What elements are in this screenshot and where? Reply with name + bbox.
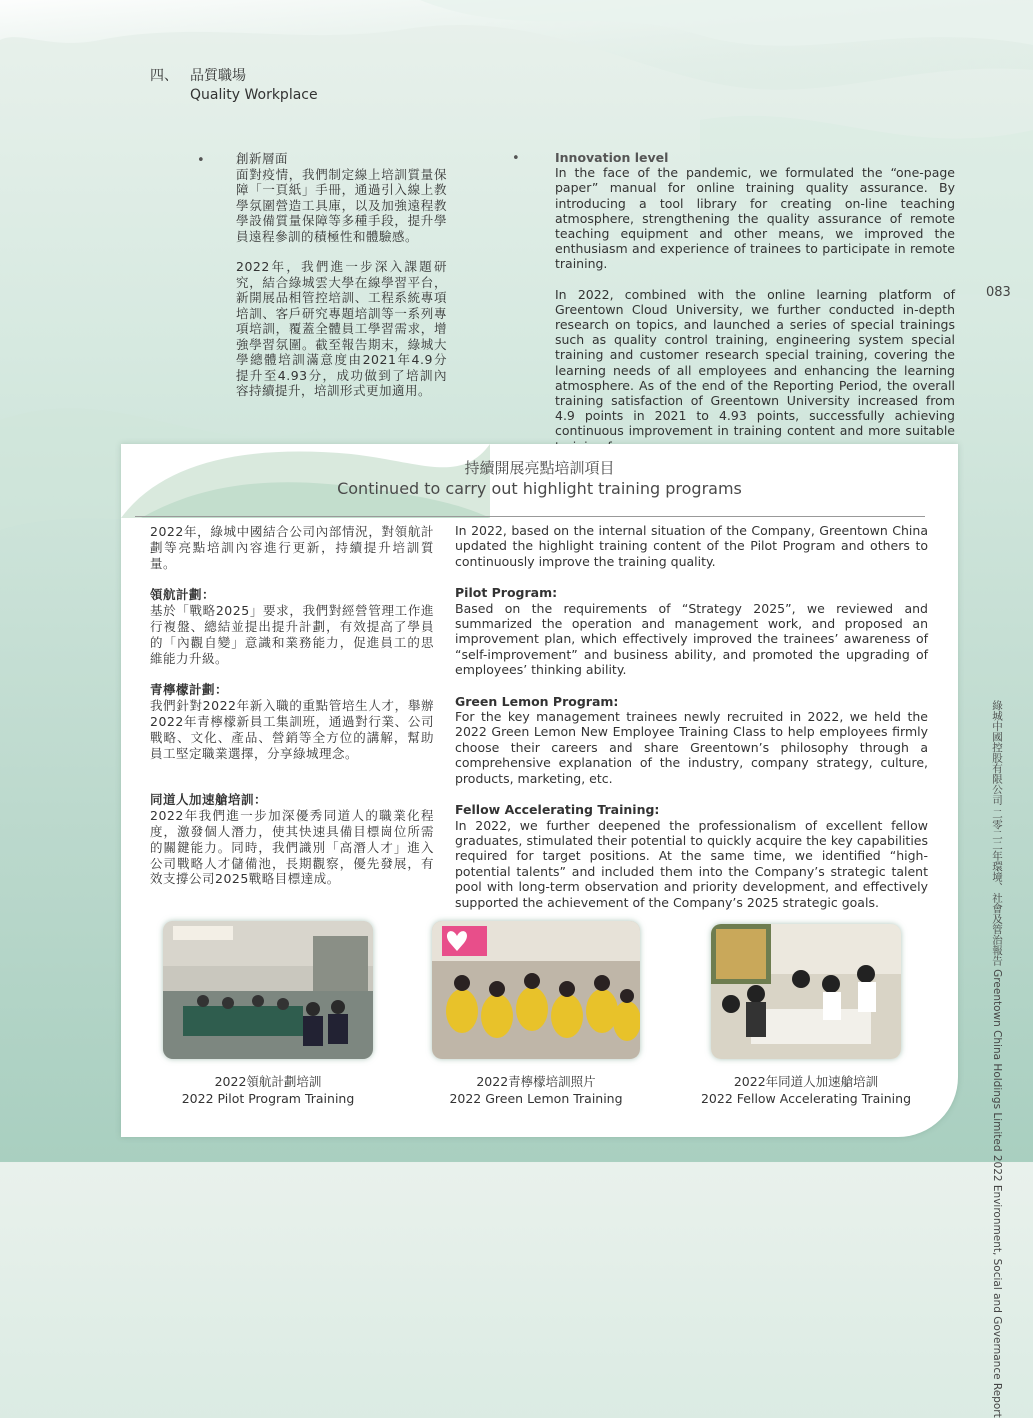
section-number: 四、 — [150, 68, 178, 84]
section-title-en: Quality Workplace — [190, 87, 318, 103]
lemon-en: For the key management trainees newly recruited in 2022, we held the 2022 Green Lemon New Employee Training Class to help employees firmly choose their careers and share Greentown’s philosophy through a comprehensive explanation of the industry, company strategy, culture, products, marketing, etc. — [455, 709, 928, 786]
card-en-column — [455, 523, 928, 925]
fellow-en: In 2022, we further deepened the professionalism of excellent fellow graduates, stimulated their potential to quickly acquire the key capabilities required for target positions. At the same time, we identified “high-potential talents” and included them into the Company’s strategic talent pool with long-term observation and priority development, and effectively supported the achievement of the Company’s 2025 strategic goals. — [455, 817, 928, 910]
caption-pilot-en: 2022 Pilot Program Training — [181, 1091, 355, 1106]
fellow-zh: 2022年我們進一步加深優秀同道人的職業化程度，激發個人潛力，使其快速具備目標崗位所需的關鍵能力。同時，我們識別「高潛人才」進入公司戰略人才儲備池，長期觀察，優先發展，有效支撐公司2025戰略目標達成。 — [150, 808, 434, 887]
pilot-heading-en: Pilot Program: — [455, 585, 558, 601]
card-zh-intro: 2022年，綠城中國結合公司內部情況，對領航計劃等亮點培訓內容進行更新，持續提升培訓質量。 — [150, 524, 434, 571]
innovation-en-column — [555, 150, 955, 469]
lemon-heading-en: Green Lemon Program: — [455, 693, 619, 709]
lemon-zh: 我們針對2022年新入職的重點管培生人才，舉辦2022年青檸檬新員工集訓班，通過對行業、公司戰略、文化、產品、營銷等全方位的講解，幫助員工堅定職業選擇，分享綠城理念。 — [150, 698, 434, 761]
highlight-training-card — [121, 444, 958, 1137]
pilot-en: Based on the requirements of “Strategy 2025”, we reviewed and summarized the operation and management work, and proposed an improvement plan, which effectively improved the trainees’ awareness of “self-improvement” and business ability, and promoted the upgrading of employees’ thinking ability. — [455, 600, 928, 678]
caption-lemon-en: 2022 Green Lemon Training — [449, 1091, 623, 1106]
card-en-intro: In 2022, based on the internal situation of the Company, Greentown China updated the highlight training content of the Pilot Program and others to continuously improve the training quality. — [455, 523, 928, 569]
caption-green-lemon — [411, 1073, 661, 1107]
card-title-zh: 持續開展亮點培訓項目 — [464, 459, 615, 477]
photo-green-lemon — [432, 921, 640, 1059]
innovation-en-paragraph-1: In the face of the pandemic, we formulated the “one-page paper” manual for online training quality assurance. By introducing a tool library for creating on-line teaching atmosphere, strengthening the quality assurance of remote teaching equipment and other means, we improved the enthusiasm and experience of trainees to participate in remote training. — [555, 165, 955, 272]
section-heading — [150, 67, 318, 105]
card-title-en: Continued to carry out highlight training programs — [337, 479, 742, 498]
lemon-heading-zh: 青檸檬計劃： — [150, 682, 229, 698]
caption-pilot-zh: 2022領航計劃培訓 — [214, 1074, 322, 1089]
card-zh-column — [150, 524, 434, 902]
photo-pilot-program — [163, 921, 373, 1059]
pilot-zh: 基於「戰略2025」要求，我們對經營管理工作進行複盤、總結並提出提升計劃，有效提高了學員的「內觀自變」意識和業務能力，促進員工的思維能力升級。 — [150, 603, 434, 666]
fellow-heading-zh: 同道人加速艙培訓： — [150, 792, 268, 808]
innovation-zh-paragraph-1: 面對疫情，我們制定線上培訓質量保障「一頁紙」手冊，通過引入線上教學氛圍營造工具庫，以及加強遠程教學設備質量保障等多種手段，提升學員遠程參訓的積極性和體驗感。 — [236, 166, 447, 244]
innovation-heading-en: Innovation level — [555, 150, 669, 165]
page-number: 083 — [986, 285, 1011, 300]
innovation-heading-zh: 創新層面 — [236, 151, 289, 166]
caption-fellow-zh: 2022年同道人加速艙培訓 — [733, 1074, 879, 1089]
innovation-en-paragraph-2: In 2022, combined with the online learning platform of Greentown Cloud University, we further conducted in-depth research on topics, and launched a series of special trainings such as quality control training, engineering system special training and customer research special training, covering the learning needs of all employees and enhancing the learning atmosphere. As of the end of the Reporting Period, the overall training satisfaction of Greentown University increased from 4.9 points in 2021 to 4.93 points, successfully achieving continuous improvement in training content and more suitable — [555, 286, 955, 439]
innovation-zh-column — [236, 151, 447, 414]
bullet-zh: • — [197, 153, 205, 168]
caption-pilot — [143, 1073, 393, 1107]
card-title — [121, 458, 958, 500]
photo-fellow-accelerating — [711, 924, 901, 1059]
caption-lemon-zh: 2022青檸檬培訓照片 — [476, 1074, 596, 1089]
innovation-zh-paragraph-2: 2022年，我們進一步深入課題研究，結合綠城雲大學在線學習平台，新開展品相管控培訓、工程系統專項培訓、客戶研究專題培訓等一系列專項培訓，覆蓋全體員工學習需求，增強學習氛圍。截至報告期末，綠城大學總體培訓滿意度由2021年4.9分提升至4.93分，成功做到了培訓內容持續提升，培訓形式更加適用。 — [236, 259, 447, 398]
pilot-heading-zh: 領航計劃： — [150, 587, 216, 603]
section-title-zh: 品質職場 — [190, 68, 246, 84]
bullet-en: • — [512, 151, 520, 166]
caption-fellow — [681, 1073, 931, 1107]
caption-fellow-en: 2022 Fellow Accelerating Training — [700, 1091, 912, 1106]
fellow-heading-en: Fellow Accelerating Training: — [455, 802, 660, 818]
report-side-title: 綠城中國控股有限公司 二零二二年環境、社會及管治報告 Greentown China Holdings Limited 2022 Environment, Social and Governance Report — [991, 700, 1003, 1418]
card-divider — [135, 516, 925, 517]
